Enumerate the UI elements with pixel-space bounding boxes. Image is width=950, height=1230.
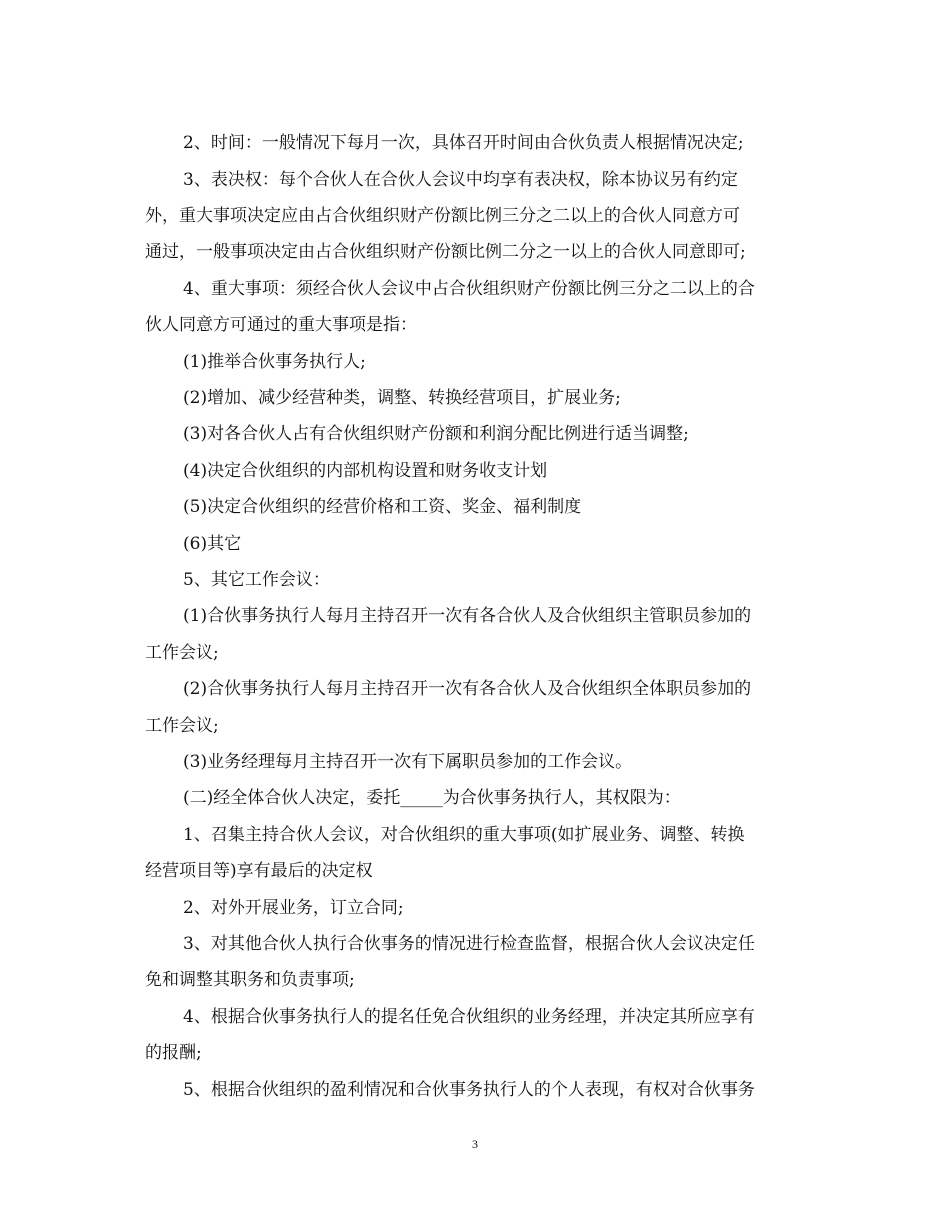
- paragraph-line: 4、根据合伙事务执行人的提名任免合伙组织的业务经理，并决定其所应享有: [183, 1007, 755, 1027]
- paragraph-line: 2、时间：一般情况下每月一次，具体召开时间由合伙负责人根据情况决定;: [183, 133, 744, 153]
- paragraph-line: 2、对外开展业务，订立合同;: [183, 898, 404, 918]
- list-item: (1)合伙事务执行人每月主持召开一次有各合伙人及合伙组织主管职员参加的: [183, 606, 752, 626]
- paragraph-line: 1、召集主持合伙人会议，对合伙组织的重大事项(如扩展业务、调整、转换: [183, 825, 745, 845]
- list-item: (6)其它: [183, 534, 242, 554]
- paragraph-line: 5、根据合伙组织的盈利情况和合伙事务执行人的个人表现，有权对合伙事务: [183, 1080, 755, 1100]
- paragraph-line: 工作会议;: [145, 643, 219, 663]
- list-item: (2)增加、减少经营种类，调整、转换经营项目，扩展业务;: [183, 388, 621, 408]
- paragraph-line: 3、表决权：每个合伙人在合伙人会议中均享有表决权，除本协议另有约定: [183, 170, 738, 190]
- section-heading: (二)经全体合伙人决定，委托_____为合伙事务执行人，其权限为：: [183, 788, 681, 808]
- paragraph-line: 5、其它工作会议：: [183, 570, 330, 590]
- list-item: (2)合伙事务执行人每月主持召开一次有各合伙人及合伙组织全体职员参加的: [183, 679, 752, 699]
- list-item: (5)决定合伙组织的经营价格和工资、奖金、福利制度: [183, 497, 582, 517]
- paragraph-line: 的报酬;: [145, 1043, 202, 1063]
- paragraph-line: 4、重大事项：须经合伙人会议中占合伙组织财产份额比例三分之二以上的合: [183, 279, 755, 299]
- list-item: (1)推举合伙事务执行人;: [183, 352, 366, 372]
- page-number: 3: [472, 1137, 478, 1151]
- paragraph-line: 免和调整其职务和负责事项;: [145, 970, 355, 990]
- list-item: (3)业务经理每月主持召开一次有下属职员参加的工作会议。: [183, 752, 633, 772]
- paragraph-line: 通过，一般事项决定由占合伙组织财产份额比例二分之一以上的合伙人同意即可;: [145, 242, 746, 262]
- list-item: (3)对各合伙人占有合伙组织财产份额和利润分配比例进行适当调整;: [183, 424, 689, 444]
- paragraph-line: 3、对其他合伙人执行合伙事务的情况进行检查监督，根据合伙人会议决定任: [183, 934, 755, 954]
- paragraph-line: 工作会议;: [145, 716, 219, 736]
- paragraph-line: 经营项目等)享有最后的决定权: [145, 861, 373, 881]
- paragraph-line: 外，重大事项决定应由占合伙组织财产份额比例三分之二以上的合伙人同意方可: [145, 206, 740, 226]
- paragraph-line: 伙人同意方可通过的重大事项是指：: [145, 315, 417, 335]
- list-item: (4)决定合伙组织的内部机构设置和财务收支计划: [183, 461, 548, 481]
